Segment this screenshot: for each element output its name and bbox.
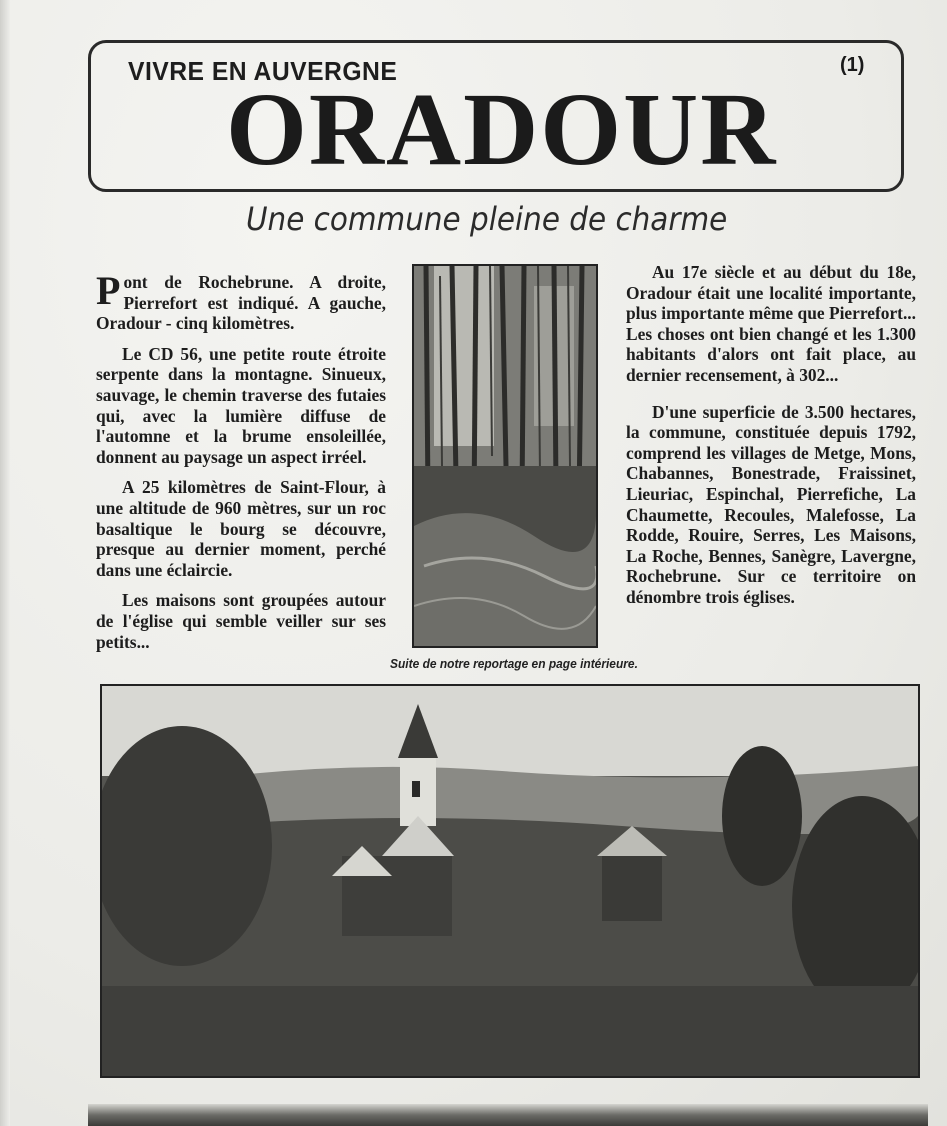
paragraph-text: ont de Rochebrune. A droite, Pierrefort est indiqué. A gauche, Oradour - cinq kilomètres. (96, 272, 386, 334)
paragraph: A 25 kilomètres de Saint-Flour, à une altitude de 960 mètres, sur un roc basaltique le bourg se découvre, presque au dernier moment, perché dans une éclaircie. (96, 477, 386, 580)
scan-edge-bottom (88, 1104, 928, 1126)
drop-cap: P (96, 268, 121, 313)
village-photo (100, 684, 920, 1078)
forest-photo-image (414, 266, 596, 646)
issue-number: (1) (840, 54, 865, 76)
section-kicker: VIVRE EN AUVERGNE (128, 56, 398, 86)
left-text-column (96, 268, 386, 662)
scan-edge-left (0, 0, 10, 1126)
paragraph: Le CD 56, une petite route étroite serpente dans la montagne. Sinueux, sauvage, le chemin traverse des futaies qui, avec la lumière diffuse de l'automne et la brume ensoleillée, donnent au paysage un aspect irréel. (96, 343, 386, 467)
article-title: ORADOUR (226, 72, 778, 187)
village-photo-image (102, 686, 918, 1076)
paragraph: Les maisons sont groupées autour de l'église qui semble veiller sur ses petits... (96, 590, 386, 652)
article-subtitle: Une commune pleine de charme (246, 200, 728, 238)
paragraph (96, 268, 386, 334)
right-text-column (626, 262, 916, 618)
forest-photo (412, 264, 598, 648)
paragraph: Au 17e siècle et au début du 18e, Oradour était une localité importante, plus importante même que Pierrefort... Les choses ont bien changé et les 1.300 habitants d'alors ont fait place, au dernier recensement, à 302... (626, 262, 916, 385)
paragraph: D'une superficie de 3.500 hectares, la commune, constituée depuis 1792, comprend les villages de Metge, Mons, Chabannes, Bonestrade, Fraissinet, Lieuriac, Espinchal, Pierrefiche, La Chaumette, Recoules, Malefosse, La Rodde, Rouire, Serres, Les Maisons, La Roche, Bennes, Sanègre, Lavergne, Rochebrune. Sur ce territoire on dénombre trois églises. (626, 401, 916, 607)
photo-caption: Suite de notre reportage en page intérieure. (390, 656, 638, 671)
